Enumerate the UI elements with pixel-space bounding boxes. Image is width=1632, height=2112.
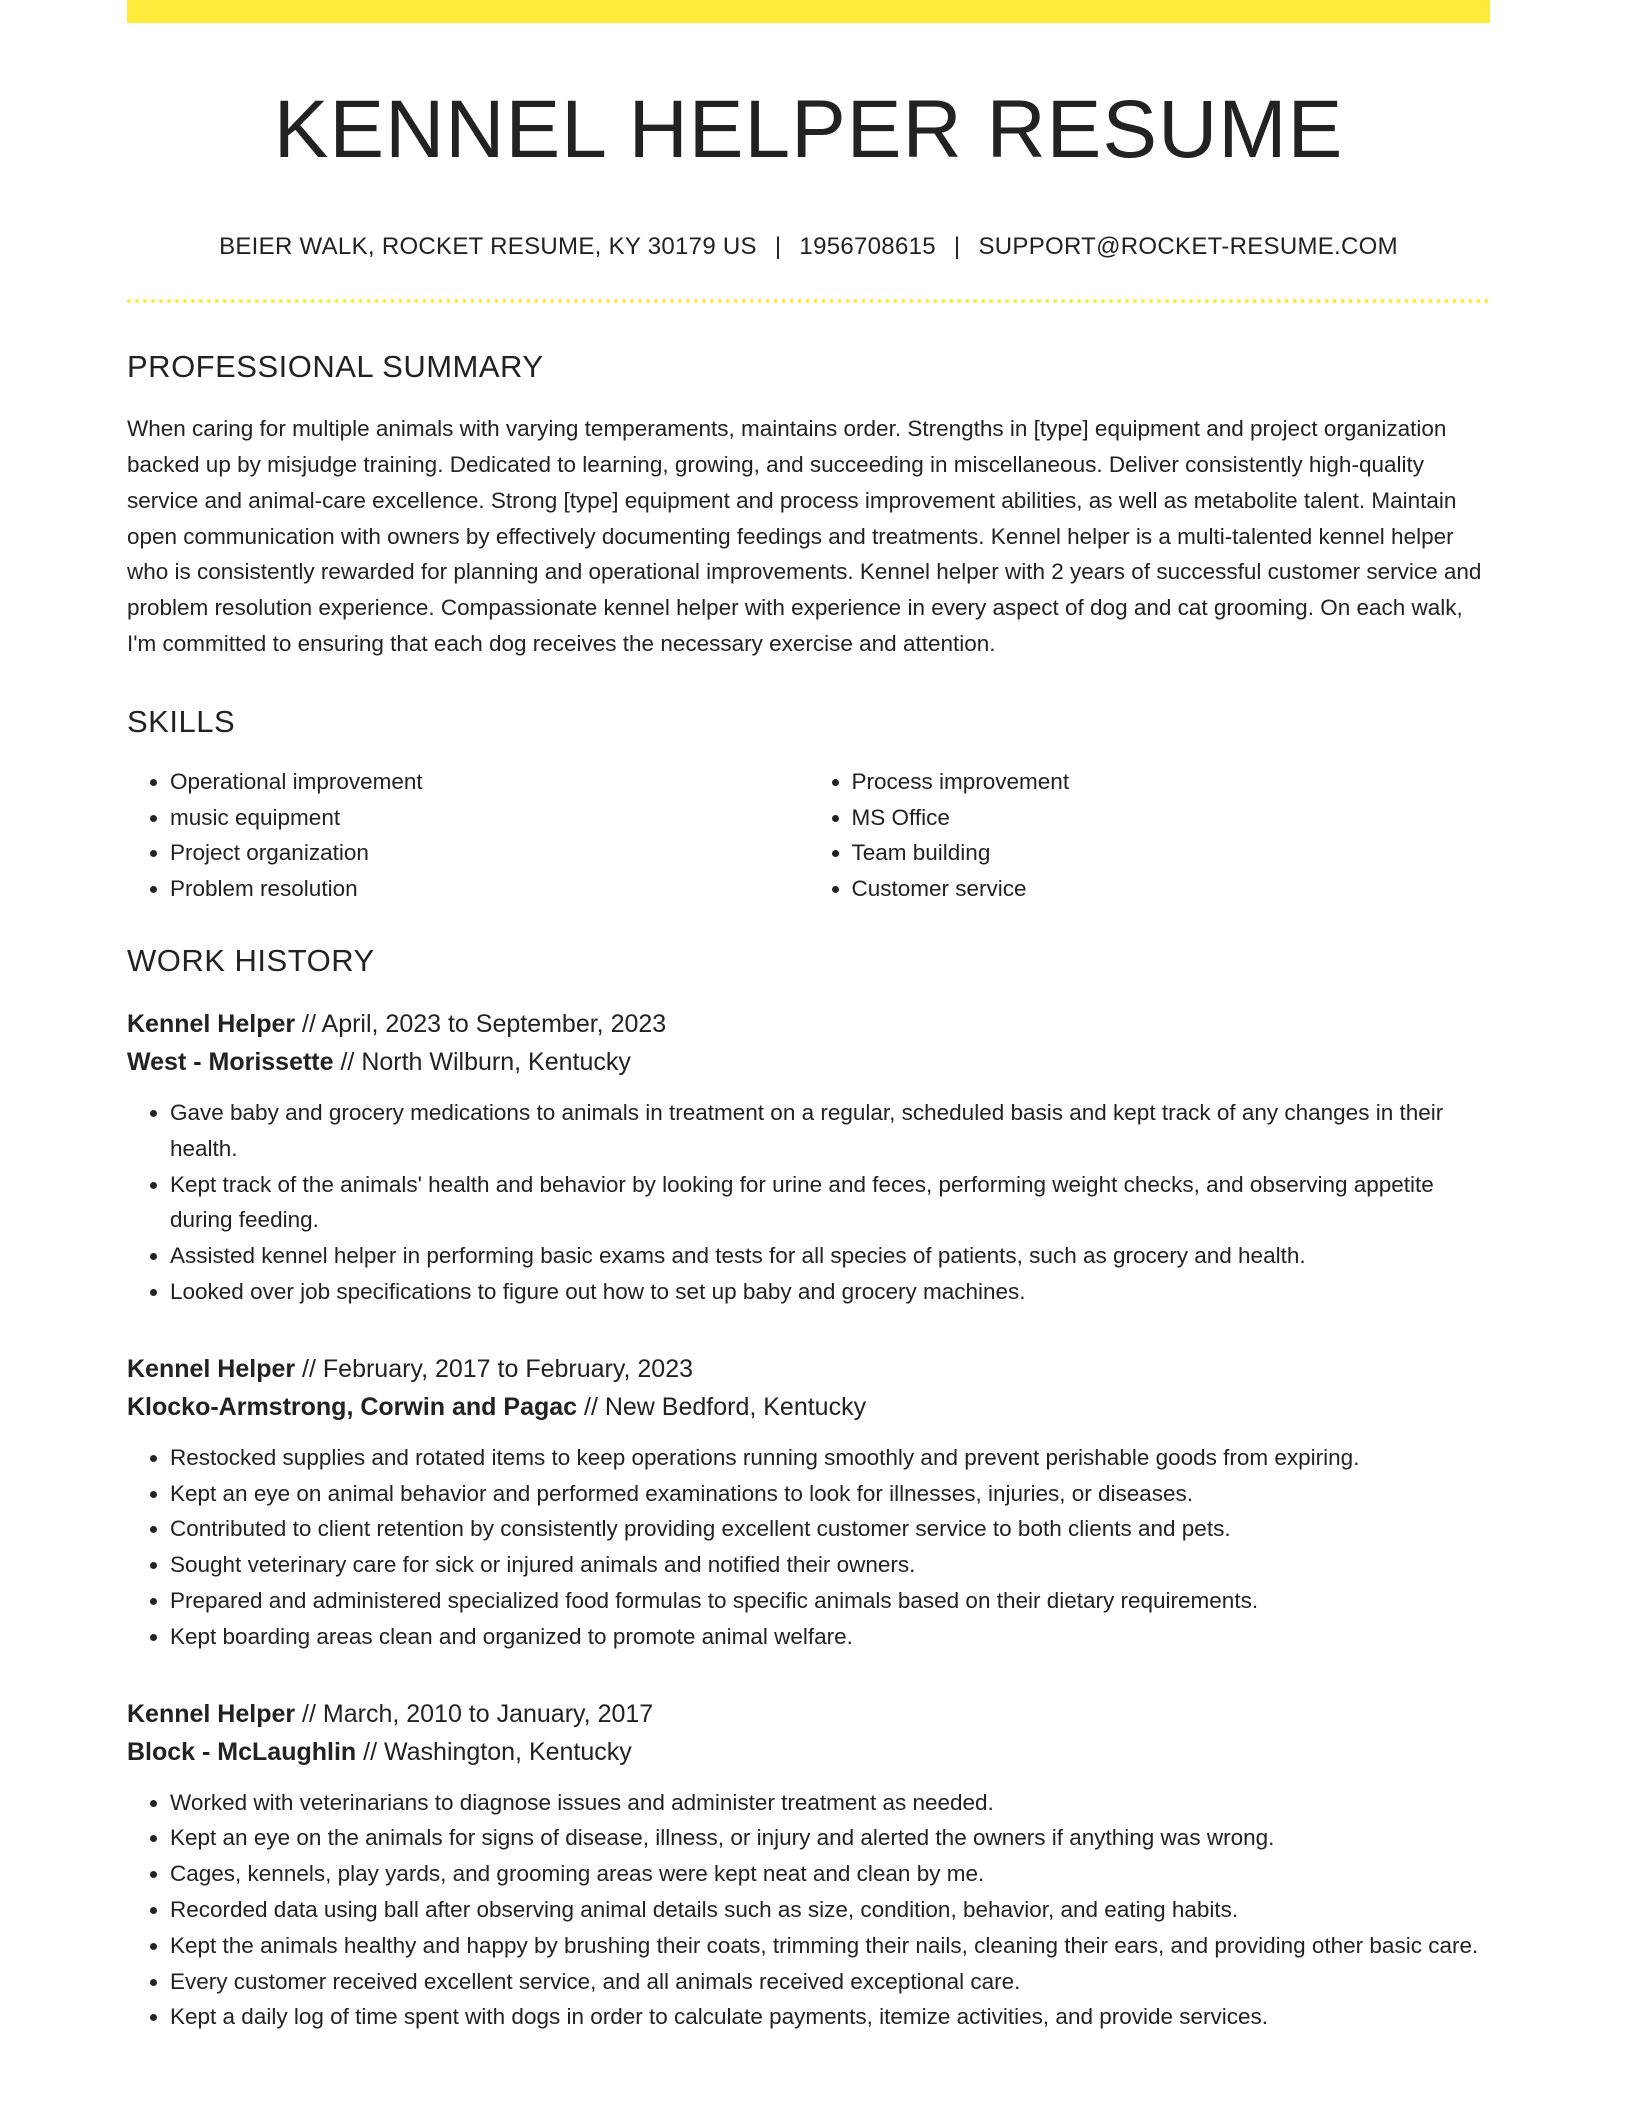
job-entry: [127, 1695, 1490, 2036]
job-company-line: [127, 1043, 1490, 1081]
job-title: Kennel Helper: [127, 1009, 296, 1038]
job-bullet: • Every customer received excellent service, and all animals received exceptional care.: [170, 1964, 1490, 2000]
skill-item: • Operational improvement: [170, 764, 809, 800]
summary-heading: PROFESSIONAL SUMMARY: [127, 349, 544, 385]
job-bullet: • Contributed to client retention by consistently providing excellent customer service to both clients and pets.: [170, 1511, 1490, 1547]
header-divider: [127, 299, 1490, 303]
job-entry: [127, 1005, 1490, 1310]
skills-grid: [127, 764, 1490, 907]
job-bullet: • Kept an eye on animal behavior and performed examinations to look for illnesses, injuries, or diseases.: [170, 1476, 1490, 1512]
job-bullets: [127, 1785, 1490, 2036]
job-title: Kennel Helper: [127, 1354, 296, 1383]
skills-list-left: [127, 764, 809, 907]
skill-item: • Project organization: [170, 835, 809, 871]
job-company-line: [127, 1388, 1490, 1426]
job-bullet: • Kept an eye on the animals for signs of disease, illness, or injury and alerted the owners if anything was wrong.: [170, 1820, 1490, 1856]
skill-item: • Problem resolution: [170, 871, 809, 907]
contact-email[interactable]: SUPPORT@ROCKET-RESUME.COM: [978, 233, 1398, 261]
job-location: // New Bedford, Kentucky: [577, 1392, 867, 1421]
job-bullet: • Kept track of the animals' health and behavior by looking for urine and feces, performing weight checks, and observing appetite during feeding.: [170, 1167, 1490, 1239]
contact-separator: |: [953, 233, 961, 261]
professional-summary-section: [127, 349, 1490, 662]
job-bullet: • Kept the animals healthy and happy by brushing their coats, trimming their nails, cleaning their ears, and providing other basic care.: [170, 1928, 1490, 1964]
job-dates: // March, 2010 to January, 2017: [295, 1699, 654, 1728]
resume-page: [127, 0, 1490, 2035]
job-bullet: • Kept a daily log of time spent with dogs in order to calculate payments, itemize activities, and provide services.: [170, 1999, 1490, 2035]
job-bullet: • Looked over job specifications to figure out how to set up baby and grocery machines.: [170, 1274, 1490, 1310]
skill-item: • MS Office: [852, 800, 1491, 836]
job-company-line: [127, 1733, 1490, 1771]
job-bullets: [127, 1440, 1490, 1655]
job-title-line: [127, 1005, 1490, 1043]
skill-item: • Team building: [852, 835, 1491, 871]
job-title-line: [127, 1350, 1490, 1388]
job-company: Block - McLaughlin: [127, 1737, 357, 1766]
job-title-line: [127, 1695, 1490, 1733]
skills-list-right: [809, 764, 1491, 907]
job-bullet: • Cages, kennels, play yards, and grooming areas were kept neat and clean by me.: [170, 1856, 1490, 1892]
job-bullet: • Assisted kennel helper in performing basic exams and tests for all species of patients, such as grocery and health.: [170, 1238, 1490, 1274]
work-history-section: [127, 943, 1490, 2035]
summary-text: When caring for multiple animals with varying temperaments, maintains order. Strengths in [type] equipment and project organization backed up by misjudge training. Dedicated to learning, growing, and succeeding in miscellaneous. Deliver consistently high-quality service and animal-care excellence. Strong [type] equipment and process improvement abilities, as well as metabolite talent. Maintain open communication with owners by effectively documenting feedings and treatments. Kennel helper is a multi-talented kennel helper who is consistently rewarded for planning and operational improvements. Kennel helper with 2 years of successful customer service and problem resolution experience. Compassionate kennel helper with experience in every aspect of dog and cat grooming. On each walk, I'm committed to ensuring that each dog receives the necessary exercise and attention.: [127, 416, 1482, 656]
top-accent-bar: [127, 0, 1490, 23]
job-bullet: • Restocked supplies and rotated items to keep operations running smoothly and prevent perishable goods from expiring.: [170, 1440, 1490, 1476]
job-title: Kennel Helper: [127, 1699, 296, 1728]
job-bullet: • Recorded data using ball after observing animal details such as size, condition, behavior, and eating habits.: [170, 1892, 1490, 1928]
skill-item: • Customer service: [852, 871, 1491, 907]
job-company: West - Morissette: [127, 1047, 334, 1076]
job-company: Klocko-Armstrong, Corwin and Pagac: [127, 1392, 578, 1421]
job-bullet: • Prepared and administered specialized food formulas to specific animals based on their dietary requirements.: [170, 1583, 1490, 1619]
skills-heading: SKILLS: [127, 703, 236, 739]
job-location: // North Wilburn, Kentucky: [333, 1047, 631, 1076]
job-bullet: • Worked with veterinarians to diagnose issues and administer treatment as needed.: [170, 1785, 1490, 1821]
job-bullet: • Sought veterinary care for sick or injured animals and notified their owners.: [170, 1547, 1490, 1583]
resume-title: KENNEL HELPER RESUME: [273, 84, 1344, 175]
job-bullet: • Kept boarding areas clean and organized to promote animal welfare.: [170, 1619, 1490, 1655]
contact-phone: 1956708615: [799, 233, 936, 261]
contact-separator: |: [774, 233, 782, 261]
job-bullets: [127, 1095, 1490, 1310]
work-history-heading: WORK HISTORY: [127, 942, 375, 978]
skill-item: • Process improvement: [852, 764, 1491, 800]
job-entry: [127, 1350, 1490, 1655]
contact-address: BEIER WALK, ROCKET RESUME, KY 30179 US: [219, 233, 757, 261]
job-bullet: • Gave baby and grocery medications to animals in treatment on a regular, scheduled basis and kept track of any changes in their health.: [170, 1095, 1490, 1167]
skill-item: • music equipment: [170, 800, 809, 836]
skills-section: [127, 704, 1490, 907]
job-dates: // April, 2023 to September, 2023: [295, 1009, 667, 1038]
contact-line: [127, 233, 1490, 261]
job-dates: // February, 2017 to February, 2023: [295, 1354, 694, 1383]
job-location: // Washington, Kentucky: [356, 1737, 632, 1766]
